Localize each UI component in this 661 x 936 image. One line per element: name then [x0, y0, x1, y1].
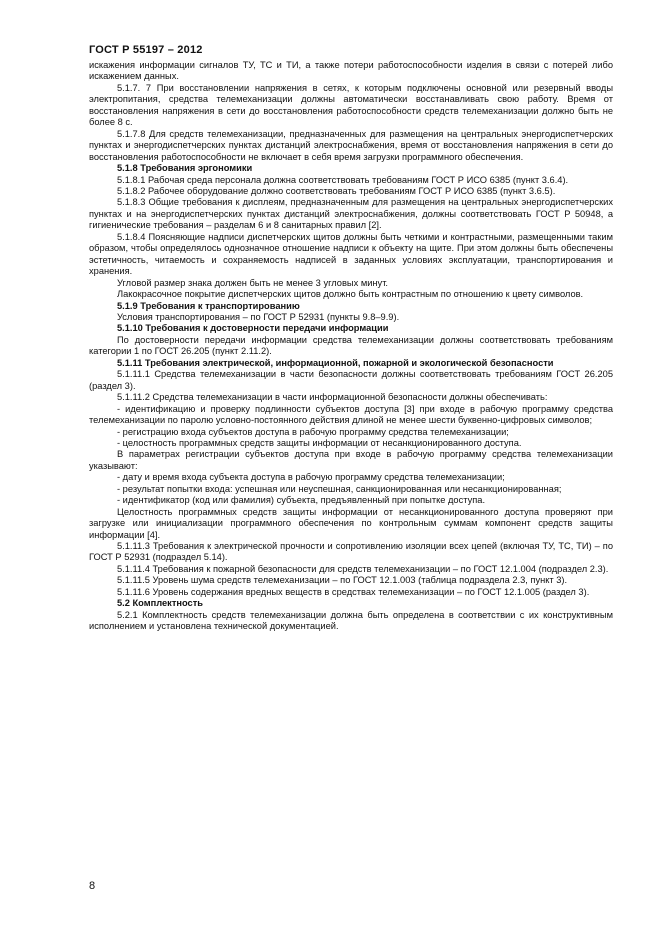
paragraph: 5.1.11.5 Уровень шума средств телемеханизации – по ГОСТ 12.1.003 (таблица подраздела 2.3, пункт 3).: [117, 575, 568, 586]
paragraph: Угловой размер знака должен быть не менее 3 угловых минут.: [117, 277, 389, 288]
paragraph: 5.1.7.8 Для средств телемеханизации, предназначенных для размещения на центральных энергодиспетчерских пунктах и энергодиспетчерских пунктах дистанций электроснабжения, время от восстановления напряжения в сети до восстановления работоспособности не включает в себя время загрузки программного обеспечения.: [89, 128, 613, 162]
paragraph: 5.2.1 Комплектность средств телемеханизации должна быть определена в соответствии с их конструктивным исполнением и установлена технической документацией.: [89, 609, 613, 632]
paragraph: - дату и время входа субъекта доступа в рабочую программу средства телемеханизации;: [117, 472, 505, 483]
paragraph: - идентификатор (код или фамилия) субъекта, предъявленный при попытке доступа.: [117, 495, 486, 506]
document-body: [89, 60, 613, 633]
paragraph: - идентификацию и проверку подлинности субъектов доступа [3] при входе в рабочую программу средства телемеханизации по паролю условно-постоянного действия длиной не менее шести буквенно-цифровых символов;: [89, 403, 613, 426]
paragraph: Лакокрасочное покрытие диспетчерских щитов должно быть контрастным по отношению к цвету символов.: [117, 289, 584, 300]
section-heading: 5.1.8 Требования эргономики: [117, 163, 253, 174]
document-header: ГОСТ Р 55197 – 2012: [89, 44, 203, 56]
paragraph: По достоверности передачи информации средства телемеханизации должны соответствовать требованиям категории 1 по ГОСТ 26.205 (пункт 2.11.2).: [89, 334, 613, 357]
paragraph: 5.1.11.6 Уровень содержания вредных веществ в средствах телемеханизации – по ГОСТ 12.1.005 (раздел 3).: [117, 586, 590, 597]
paragraph: 5.1.8.1 Рабочая среда персонала должна соответствовать требованиям ГОСТ Р ИСО 6385 (пункт 3.6.4).: [117, 174, 569, 185]
section-heading: 5.1.10 Требования к достоверности передачи информации: [117, 323, 389, 334]
paragraph: 5.1.8.3 Общие требования к дисплеям, предназначенным для размещения на центральных энергодиспетчерских пунктах и на энергодиспетчерских пунктах дистанций электроснабжения, должны соответствовать ГОСТ Р 50948, а гигиенические требования – разделам 6 и 8 санитарных правил [2].: [89, 197, 613, 231]
paragraph: Условия транспортирования – по ГОСТ Р 52931 (пункты 9.8–9.9).: [117, 311, 400, 322]
paragraph: искажения информации сигналов ТУ, ТС и ТИ, а также потери работоспособности изделия в связи с потерей либо искажением данных.: [89, 60, 613, 82]
paragraph: - результат попытки входа: успешная или неуспешная, санкционированная или несанкционированная;: [117, 483, 562, 494]
paragraph: В параметрах регистрации субъектов доступа при входе в рабочую программу средства телемеханизации указывают:: [89, 449, 613, 471]
paragraph: - регистрацию входа субъектов доступа в рабочую программу средства телемеханизации;: [117, 426, 509, 437]
paragraph: Целостность программных средств защиты информации от несанкционированного доступа проверяют при загрузке или инициализации программного обеспечения по контрольным суммам компонент средств защиты информации [4].: [89, 506, 613, 540]
paragraph: 5.1.11.4 Требования к пожарной безопасности для средств телемеханизации – по ГОСТ 12.1.004 (подраздел 2.3).: [117, 563, 609, 574]
paragraph: 5.1.11.1 Средства телемеханизации в части безопасности должны соответствовать требованиям ГОСТ 26.205 (раздел 3).: [89, 369, 613, 391]
paragraph: 5.1.11.3 Требования к электрической прочности и сопротивлению изоляции всех цепей (включая ТУ, ТС, ТИ) – по ГОСТ Р 52931 (подраздел 5.14).: [89, 541, 613, 563]
paragraph: 5.1.8.2 Рабочее оборудование должно соответствовать требованиям ГОСТ Р ИСО 6385 (пункт 3.6.5).: [117, 185, 556, 196]
page-number: 8: [89, 880, 96, 892]
paragraph: 5.1.11.2 Средства телемеханизации в части информационной безопасности должны обеспечивать:: [117, 392, 548, 403]
paragraph: - целостность программных средств защиты информации от несанкционированного доступа.: [117, 437, 522, 448]
paragraph: 5.1.7. 7 При восстановлении напряжения в сетях, к которым подключены основной или резервный вводы электропитания, средства телемеханизации должны автоматически восстанавливать свою работу. Время от восстановления напряжения в сети до восстановления работоспособности средств телемеханизации должно быть не более 8 с.: [89, 82, 613, 128]
section-heading: 5.1.11 Требования электрической, информационной, пожарной и экологической безопасности: [117, 357, 554, 368]
paragraph: 5.1.8.4 Поясняющие надписи диспетчерских щитов должны быть четкими и контрастными, размещенными таким образом, чтобы определялось однозначное отношение надписи к объекту на щите. При этом должны быть обеспечены эстетичность, читаемость и сохраняемость надписей в заданных условиях эксплуатации, транспортирования и хранения.: [89, 231, 613, 277]
section-heading: 5.1.9 Требования к транспортированию: [117, 300, 300, 311]
section-heading: 5.2 Комплектность: [117, 598, 204, 609]
